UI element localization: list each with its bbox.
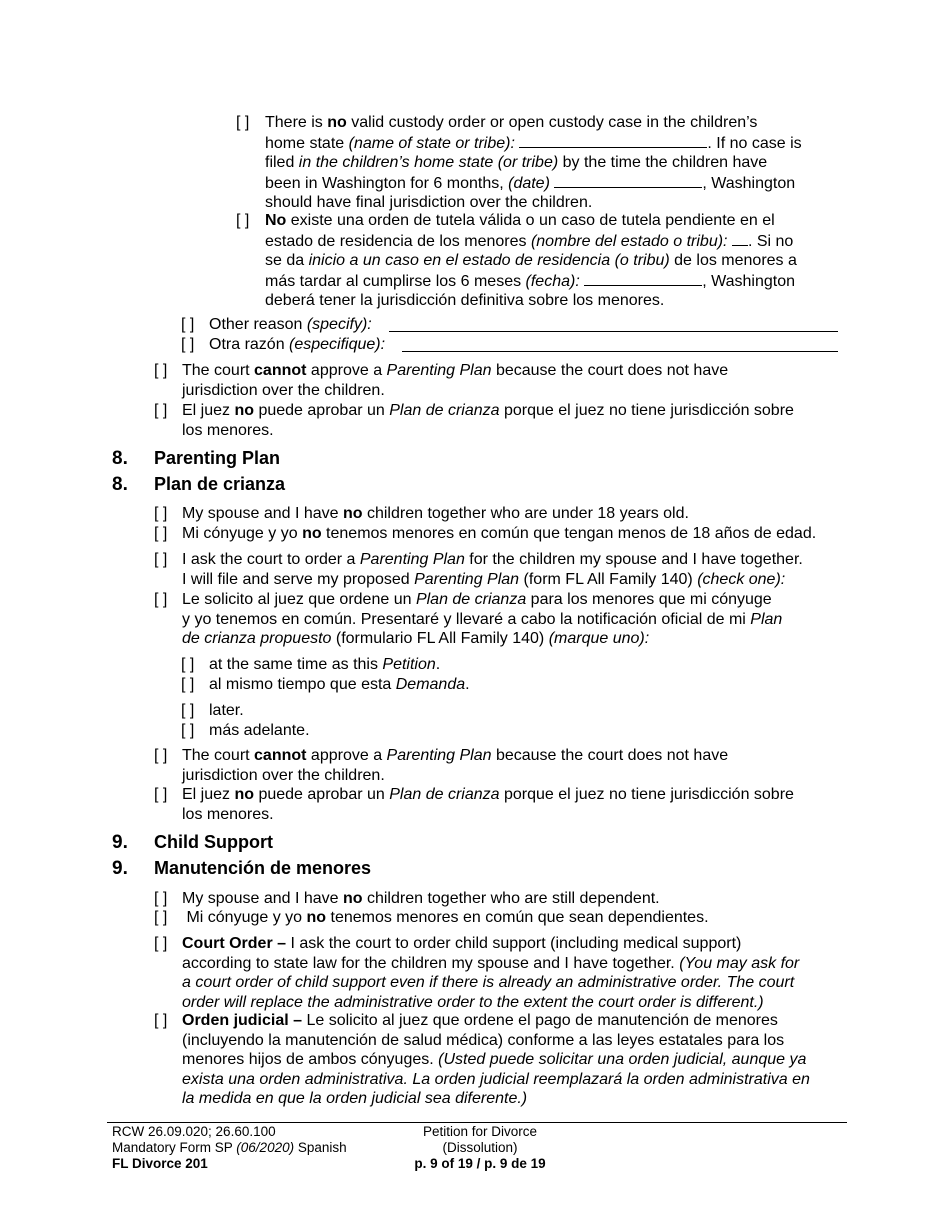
checkbox[interactable]: [ ] [181,676,195,693]
text: porque el juez no tiene jurisdicción sobre [499,402,794,419]
text: Mi cónyuge y yo [182,525,303,542]
text: filed [265,154,299,172]
no-children-es [182,524,816,544]
section-title: Parenting Plan [154,448,281,468]
text: (form FL All Family 140) [519,570,698,588]
text: by the time the children have [558,154,768,172]
footer-rcw: RCW 26.09.020; 26.60.100 [112,1124,276,1139]
text: El juez [182,786,235,803]
text: porque el juez no tiene jurisdicción sobre [499,786,794,803]
other-reason-blank[interactable] [389,316,838,332]
text: (formulario FL All Family 140) [331,630,549,648]
text-bold: no [234,402,255,419]
text: according to state law for the children my spouse and I have together. [182,954,680,972]
text: because the court does not have [491,362,729,379]
checkbox[interactable]: [ ] [154,1012,168,1029]
cannot-approve-en [182,746,728,785]
text: . [465,676,470,693]
cannot-approve-en [182,361,728,400]
text: y yo tenemos en común. Presentaré y llevaré a cabo la notificación oficial de mi [182,610,751,628]
text: los menores. [182,805,274,823]
text: I will file and serve my proposed [182,570,415,588]
text: al mismo tiempo que esta [209,676,396,693]
checkbox[interactable]: [ ] [154,935,168,952]
text: valid custody order or open custody case in the children’s [346,114,758,131]
text-italic: in the children’s home state (or tribe) [298,154,559,172]
footer-center [380,1124,580,1172]
section-number: 9. [112,832,128,853]
text: de los menores a [669,252,797,270]
text: Mi cónyuge y yo [182,909,307,926]
text: The court [182,362,255,379]
text-italic: de crianza propuesto [182,630,332,648]
text: tenemos menores en común que sean dependientes. [326,909,709,926]
text: jurisdiction over the children. [182,381,385,399]
text: puede aprobar un [254,402,390,419]
checkbox[interactable]: [ ] [236,212,250,229]
text-bold: no [327,114,347,131]
text-italic: (date) [508,174,550,192]
text: existe una orden de tutela válida o un caso de tutela pendiente en el [286,212,775,229]
checkbox[interactable]: [ ] [181,656,195,673]
text-italic: Parenting Plan [414,570,520,588]
cannot-approve-es [182,785,794,824]
ask-parenting-plan-en [182,550,803,589]
court-order-en [182,934,799,1012]
footer-left [112,1124,347,1172]
checkbox[interactable]: [ ] [236,114,250,131]
state-blank[interactable] [519,133,707,148]
text-bold: cannot [254,747,307,764]
text: There is [265,114,328,131]
text: estado de residencia de los menores [265,232,531,250]
state-blank[interactable] [732,231,748,246]
text: puede aprobar un [254,786,390,803]
text: because the court does not have [491,747,729,764]
text: The court [182,747,255,764]
text-italic: exista una orden administrativa. La orden judicial reemplazará la orden administrativa en [182,1070,810,1088]
text-italic: Parenting Plan [359,551,465,568]
text-bold: no [306,909,327,926]
text-italic: inicio a un caso en el estado de residencia (o tribu) [308,252,670,270]
footer-divider [107,1122,847,1123]
checkbox[interactable]: [ ] [181,702,195,719]
section-number: 9. [112,858,128,879]
checkbox[interactable]: [ ] [154,786,168,803]
footer-mandatory [112,1140,347,1156]
checkbox[interactable]: [ ] [154,591,168,608]
no-children-en [182,504,689,524]
no-dependents-en [182,889,660,909]
text-italic: la medida en que la orden judicial sea diferente.) [182,1090,528,1108]
same-time-en [209,655,440,675]
ask-parenting-plan-es [182,590,782,649]
text: for the children my spouse and I have together. [464,551,803,568]
text: . Si no [747,232,794,250]
text-bold: No [265,212,287,229]
other-reason-en [209,315,372,335]
checkbox[interactable]: [ ] [181,336,195,353]
text-italic: (check one): [697,570,786,588]
text: approve a [306,362,387,379]
text-italic: (marque uno): [548,630,650,648]
text-italic: Parenting Plan [386,747,492,764]
no-dependents-es [182,908,709,928]
text: I ask the court to order child support (including medical support) [286,935,742,952]
footer-page-number: p. 9 of 19 / p. 9 de 19 [414,1156,546,1171]
text: Spanish [294,1140,347,1155]
footer-subtitle: (Dissolution) [442,1140,518,1155]
section-number: 8. [112,474,128,495]
date-blank[interactable] [554,173,702,188]
text: , Washington [702,174,796,192]
checkbox[interactable]: [ ] [154,505,168,522]
text-italic: (Usted puede solicitar una orden judicial, aunque ya [438,1051,807,1069]
text-italic: (specify): [306,316,372,333]
checkbox[interactable]: [ ] [154,909,168,926]
text-bold: no [302,525,322,542]
text: El juez [182,402,235,419]
text: (incluyendo la manutención de salud médica) conforme a las leyes estatales para los [182,1031,785,1049]
same-time-es [209,675,470,695]
text-italic: order will replace the administrative order to the extent the court order is different.) [182,993,764,1011]
text-italic: (You may ask for [679,954,800,972]
text: para los menores que mi cónyuge [526,591,772,608]
checkbox[interactable]: [ ] [181,316,195,333]
section-number: 8. [112,448,128,469]
checkbox[interactable]: [ ] [154,362,168,379]
checkbox[interactable]: [ ] [154,402,168,419]
text-italic: Plan de crianza [389,786,500,803]
text-italic: Plan de crianza [415,591,527,608]
text-bold: cannot [254,362,307,379]
text: Mandatory Form SP [112,1140,237,1155]
text-italic: Petition [382,656,436,673]
cannot-approve-es [182,401,794,440]
text: My spouse and I have [182,505,343,522]
checkbox[interactable]: [ ] [154,747,168,764]
text: home state [265,134,349,152]
text-bold: no [234,786,255,803]
court-order-es [182,1011,810,1109]
text-italic: (fecha): [525,272,580,290]
text: Le solicito al juez que ordene un [182,591,416,608]
text: at the same time as this [209,656,383,673]
text-bold: no [342,505,363,522]
text: más tardar al cumplirse los 6 meses [265,272,526,290]
footer-title: Petition for Divorce [422,1124,538,1139]
text-bold: no [342,890,363,907]
text-italic: (name of state or tribe): [348,134,515,152]
text-italic: (especifique): [289,336,386,353]
checkbox[interactable]: [ ] [154,525,168,542]
text: My spouse and I have [182,890,343,907]
text: se da [265,252,309,270]
text: children together who are under 18 years old. [362,505,689,522]
date-blank[interactable] [584,271,702,286]
text-italic: Plan [750,610,783,628]
text: I ask the court to order a [182,551,360,568]
text: been in Washington for 6 months, [265,174,509,192]
text-italic: Plan de crianza [389,402,500,419]
text-italic: a court order of child support even if there is already an administrative order. The court [182,974,795,992]
checkbox[interactable]: [ ] [181,722,195,739]
text: should have final jurisdiction over the children. [265,194,593,212]
text: tenemos menores en común que tengan menos de 18 años de edad. [321,525,817,542]
other-reason-es [209,335,385,355]
section-title: Plan de crianza [154,474,286,494]
text-bold: Orden judicial – [182,1012,303,1029]
text-italic: Parenting Plan [386,362,492,379]
text: , Washington [702,272,796,290]
text-italic: (06/2020) [236,1140,295,1155]
text: Otra razón [209,336,290,353]
text-italic: (nombre del estado o tribu): [530,232,728,250]
footer-form-id: FL Divorce 201 [112,1156,208,1171]
section-title: Child Support [154,832,273,852]
text: approve a [306,747,387,764]
text: los menores. [182,421,274,439]
text-bold: Court Order – [182,935,287,952]
text: Other reason [209,316,307,333]
text: . If no case is [707,134,802,152]
text: children together who are still dependent. [362,890,660,907]
text: . [435,656,441,673]
text: deberá tener la jurisdicción definitiva sobre los menores. [265,292,665,310]
other-reason-blank[interactable] [402,336,838,352]
section-title: Manutención de menores [154,858,372,878]
checkbox[interactable]: [ ] [154,890,168,907]
text: Le solicito al juez que ordene el pago de manutención de menores [302,1012,778,1029]
later-en: later. [209,702,244,719]
checkbox[interactable]: [ ] [154,551,168,568]
text: menores hijos de ambos cónyuges. [182,1051,439,1069]
later-es: más adelante. [209,722,310,739]
text: jurisdiction over the children. [182,766,385,784]
text-italic: Demanda [395,676,466,693]
